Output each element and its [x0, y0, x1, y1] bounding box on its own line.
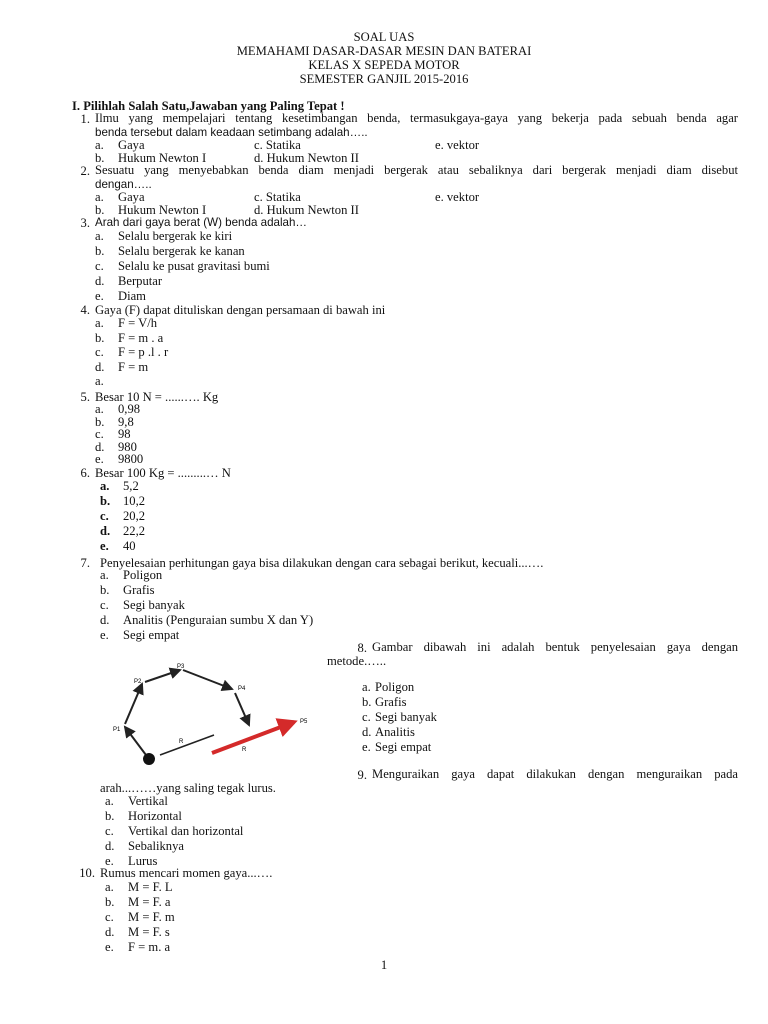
force-vector-p4	[183, 670, 232, 689]
option-text: c. Statika	[254, 190, 301, 204]
option-text: Gaya	[118, 190, 145, 204]
option-text: Segi empat	[123, 628, 180, 642]
question-number: 8.	[357, 641, 367, 655]
question-text: Besar 10 N = ......…. Kg	[95, 390, 219, 404]
option-text: Poligon	[375, 680, 415, 694]
option-label: a.	[95, 229, 104, 243]
option-label: c.	[105, 910, 114, 924]
diagram-label: P5	[300, 719, 308, 725]
question-text: Rumus mencari momen gaya...….	[100, 866, 273, 880]
option-text: Selalu ke pusat gravitasi bumi	[118, 259, 270, 273]
option-label: c.	[95, 259, 104, 273]
option-label: a.	[95, 316, 104, 330]
option-label: a.	[105, 880, 114, 894]
option-label: c.	[95, 427, 104, 442]
option-label: a.	[95, 374, 104, 388]
option-text: Horizontal	[128, 809, 182, 823]
option-label: c.	[362, 710, 371, 724]
question-text-cont: metode.…..	[327, 654, 387, 668]
force-vector-p5	[235, 693, 249, 725]
option-label: c.	[100, 509, 109, 523]
option-label: b.	[100, 494, 111, 508]
force-vector-p2	[125, 684, 142, 724]
option-text: 9800	[118, 452, 144, 467]
option-text: 98	[118, 427, 131, 442]
option-label: e.	[95, 289, 104, 303]
option-text: Segi empat	[375, 740, 432, 754]
option-text: M = F. m	[128, 910, 175, 924]
question-number: 10.	[79, 866, 95, 880]
question-text-cont: dengan…..	[95, 178, 152, 191]
question-text-cont: arah...……yang saling tegak lurus.	[100, 781, 276, 795]
doc-class: KELAS X SEPEDA MOTOR	[308, 58, 460, 72]
option-text: Analitis (Penguraian sumbu X dan Y)	[123, 613, 314, 627]
option-text: M = F. s	[128, 925, 170, 939]
doc-subject: MEMAHAMI DASAR-DASAR MESIN DAN BATERAI	[236, 44, 532, 58]
option-label: c.	[105, 824, 114, 838]
option-text: Grafis	[123, 583, 155, 597]
question-number: 6.	[80, 466, 90, 480]
doc-title: SOAL UAS	[353, 30, 415, 44]
option-label: b.	[95, 414, 105, 429]
option-label: d.	[95, 359, 105, 374]
option-label: d.	[95, 439, 105, 454]
question-text: Menguraikan gaya dapat dilakukan dengan menguraikan pada	[372, 767, 738, 781]
option-text: Vertikal	[128, 794, 168, 808]
option-label: a.	[100, 568, 109, 582]
option-text: Segi banyak	[375, 710, 437, 724]
option-text: Grafis	[375, 695, 407, 709]
option-text: Hukum Newton I	[118, 203, 207, 217]
option-label: a.	[362, 680, 371, 694]
page-number: 1	[380, 958, 388, 972]
option-text: Diam	[118, 289, 146, 303]
option-text: 5,2	[123, 479, 139, 493]
question-text: Sesuatu yang menyebabkan benda diam menjadi bergerak atau sebaliknya dari bergerak menjadi diam disebut	[95, 163, 738, 177]
diagram-label: P2	[134, 679, 142, 685]
option-text: Berputar	[118, 274, 163, 288]
option-text: F = m . a	[118, 330, 164, 345]
option-label: d.	[100, 524, 111, 538]
option-label: a.	[105, 794, 114, 808]
option-text: Selalu bergerak ke kanan	[118, 244, 245, 258]
option-text: Selalu bergerak ke kiri	[118, 229, 233, 243]
option-label: b.	[95, 244, 105, 258]
option-label: b.	[362, 695, 372, 709]
option-text: Analitis	[375, 725, 415, 739]
question-text: Ilmu yang mempelajari tentang kesetimbangan benda, termasukgaya-gaya yang bekerja pada sebuah benda agar	[95, 111, 738, 125]
option-label: e.	[100, 539, 109, 553]
option-text: M = F. L	[128, 880, 173, 894]
option-label: d.	[95, 274, 105, 288]
option-label: a.	[95, 138, 104, 152]
question-text: Arah dari gaya berat (W) benda adalah…	[95, 216, 308, 229]
question-number: 9.	[357, 768, 367, 782]
option-text: F = V/h	[118, 316, 158, 330]
option-label: b.	[105, 809, 115, 823]
option-text: Vertikal dan horizontal	[128, 824, 244, 838]
option-text: Sebaliknya	[128, 839, 184, 853]
option-text: 980	[118, 439, 137, 454]
force-vector-p3	[145, 670, 180, 682]
option-label: d.	[100, 613, 110, 627]
option-text: e. vektor	[435, 138, 480, 152]
diagram-label: R	[242, 747, 247, 753]
doc-semester: SEMESTER GANJIL 2015-2016	[299, 72, 469, 86]
diagram-label: P4	[238, 686, 246, 692]
option-text: 10,2	[123, 494, 146, 508]
option-label: c.	[95, 345, 104, 359]
option-text: 40	[123, 539, 136, 553]
question-text: Gambar dibawah ini adalah bentuk penyelesaian gaya dengan	[372, 640, 738, 654]
option-label: e.	[105, 854, 114, 868]
question-number: 2.	[80, 164, 90, 178]
option-text: Segi banyak	[123, 598, 185, 612]
option-text: 9,8	[118, 414, 134, 429]
question-number: 5.	[80, 390, 90, 404]
option-label: e.	[95, 452, 104, 467]
option-text: d. Hukum Newton II	[254, 203, 359, 217]
question-text: Besar 100 Kg = .........… N	[95, 466, 231, 480]
option-text: Hukum Newton I	[118, 151, 207, 165]
option-label: b.	[95, 151, 105, 165]
option-label: d.	[105, 839, 115, 853]
option-label: b.	[100, 583, 110, 597]
origin-point	[143, 753, 155, 765]
option-label: a.	[95, 190, 104, 204]
option-label: c.	[100, 598, 109, 612]
option-text: M = F. a	[128, 895, 171, 909]
question-number: 1.	[80, 112, 90, 126]
option-text: Lurus	[128, 854, 158, 868]
option-text: F = m. a	[128, 940, 171, 954]
option-text: 22,2	[123, 524, 146, 538]
section-title: I. Pilihlah Salah Satu,Jawaban yang Paling Tepat !	[72, 99, 345, 113]
diagram-label: P3	[177, 664, 185, 670]
option-label: a.	[95, 402, 104, 416]
option-text: c. Statika	[254, 138, 301, 152]
option-label: e.	[362, 740, 371, 754]
option-label: e.	[100, 628, 109, 642]
option-text: 0,98	[118, 402, 141, 416]
option-label: b.	[105, 895, 115, 909]
option-label: d.	[105, 925, 115, 939]
question-text: Gaya (F) dapat dituliskan dengan persamaan di bawah ini	[95, 303, 386, 317]
diagram-label: P1	[113, 727, 121, 733]
option-text: d. Hukum Newton II	[254, 151, 359, 165]
option-label: e.	[105, 940, 114, 954]
resultant-vector	[212, 722, 294, 753]
option-text: 20,2	[123, 509, 146, 523]
question-number: 7.	[80, 556, 90, 570]
diagram-label: R	[179, 739, 184, 745]
polygon-force-diagram	[100, 655, 320, 773]
option-label: a.	[100, 479, 110, 493]
question-text-cont: benda tersebut dalam keadaan setimbang adalah…..	[95, 126, 368, 139]
resultant-line	[160, 735, 214, 755]
question-number: 4.	[80, 303, 90, 317]
option-label: b.	[95, 203, 105, 217]
question-text: Penyelesaian perhitungan gaya bisa dilakukan dengan cara sebagai berikut, kecuali...….	[100, 556, 544, 570]
option-label: d.	[362, 725, 372, 739]
option-text: e. vektor	[435, 190, 480, 204]
option-text: Gaya	[118, 138, 145, 152]
option-text: Poligon	[123, 568, 163, 582]
option-label: b.	[95, 330, 105, 345]
option-text: F = m	[118, 359, 149, 374]
option-text: F = p .l . r	[118, 345, 169, 359]
question-number: 3.	[80, 216, 90, 230]
